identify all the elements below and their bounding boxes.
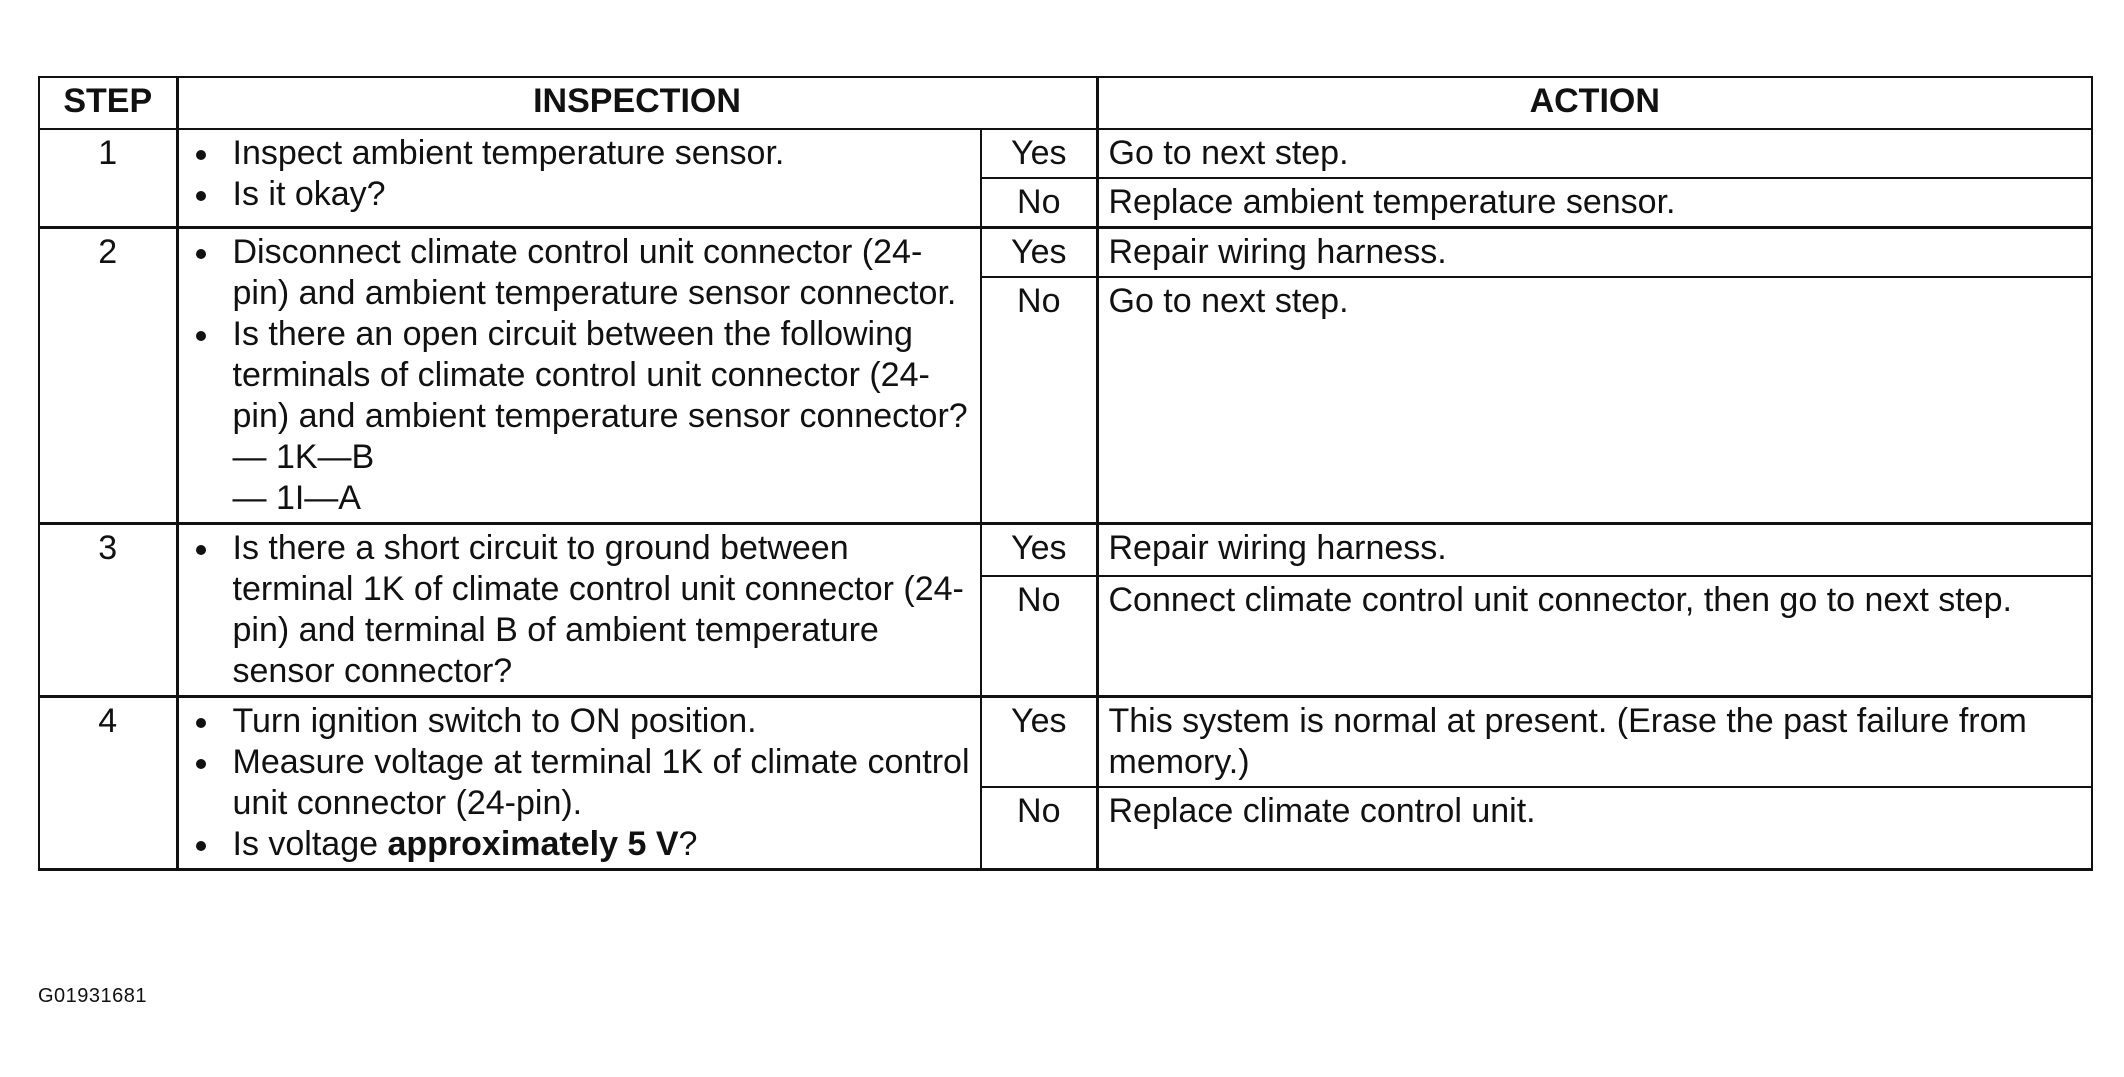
action-yes: Go to next step. [1097,129,2092,178]
inspection-item [189,314,971,519]
action-yes: Repair wiring harness. [1097,228,2092,278]
no-label: No [981,787,1097,870]
figure-code: G01931681 [38,985,148,1007]
header-action: ACTION [1097,77,2092,129]
terminal-pair: — 1I—A [232,479,361,517]
header-inspection: INSPECTION [177,77,1097,129]
diagnostic-table [38,76,2093,871]
inspection-cell [177,228,981,524]
yes-label: Yes [981,697,1097,788]
action-yes: Repair wiring harness. [1097,524,2092,577]
action-no: Replace climate control unit. [1097,787,2092,870]
action-no: Replace ambient temperature sensor. [1097,178,2092,228]
table-row [39,524,2092,577]
inspection-cell [177,129,981,228]
table-row [39,697,2092,788]
inspection-item-prefix: Is voltage [232,825,388,863]
inspection-item: Measure voltage at terminal 1K of climate control unit connector (24-pin). [189,742,971,824]
yes-label: Yes [981,228,1097,278]
inspection-item: Inspect ambient temperature sensor. [189,133,971,174]
inspection-list [189,133,971,215]
inspection-list [189,232,971,519]
inspection-item: Is it okay? [189,174,971,215]
inspection-item: Is there a short circuit to ground between terminal 1K of climate control unit connector (24-pin) and terminal B of ambient temperature sensor connector? [189,528,971,692]
step-number: 4 [39,697,177,870]
yes-label: Yes [981,524,1097,577]
inspection-cell [177,524,981,697]
terminal-pair: — 1K—B [232,438,375,476]
header-row [39,77,2092,129]
inspection-list [189,701,971,865]
inspection-item [189,824,971,865]
step-number: 3 [39,524,177,697]
table-row [39,129,2092,178]
no-label: No [981,576,1097,697]
table-row [39,228,2092,278]
no-label: No [981,277,1097,524]
inspection-item-text: Is there an open circuit between the following terminals of climate control unit connector (24-pin) and ambient temperature sensor connector? [232,315,968,435]
action-no: Go to next step. [1097,277,2092,524]
inspection-list [189,528,971,692]
inspection-item-suffix: ? [678,825,698,863]
action-yes: This system is normal at present. (Erase the past failure from memory.) [1097,697,2092,788]
step-number: 1 [39,129,177,228]
inspection-cell [177,697,981,870]
header-step: STEP [39,77,177,129]
step-number: 2 [39,228,177,524]
inspection-item-emphasis: approximately 5 V [387,825,679,863]
action-no: Connect climate control unit connector, then go to next step. [1097,576,2092,697]
no-label: No [981,178,1097,228]
yes-label: Yes [981,129,1097,178]
inspection-item: Disconnect climate control unit connector (24-pin) and ambient temperature sensor connector. [189,232,971,314]
inspection-item: Turn ignition switch to ON position. [189,701,971,742]
